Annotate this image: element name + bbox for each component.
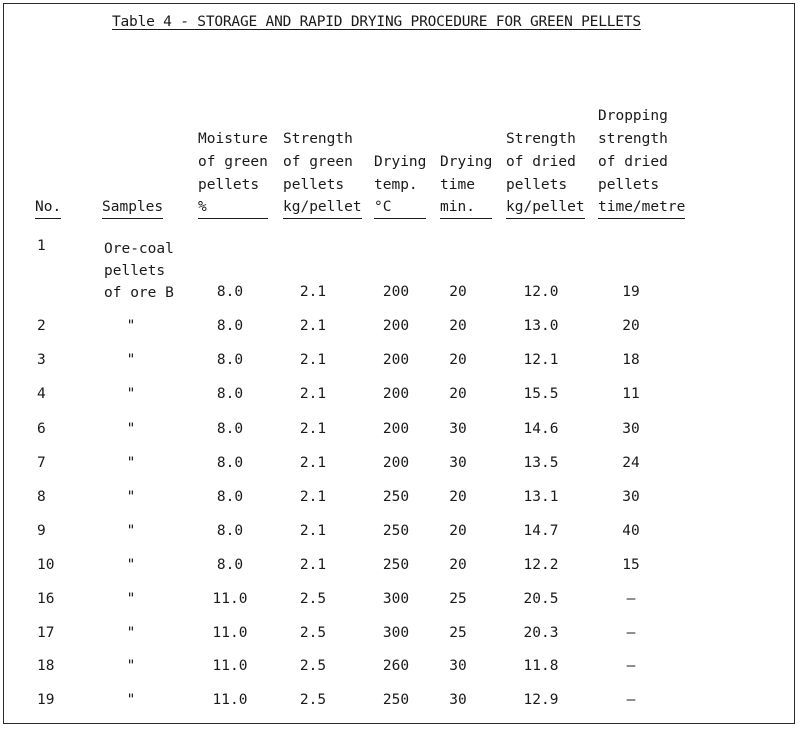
cell-sample: " [126,557,136,573]
cell-dropping: — [626,658,636,674]
cell-sample: " [126,591,136,607]
cell-strength-dried: 12.1 [523,352,559,368]
cell-no: 7 [37,455,46,471]
header-drying-temp [374,151,426,219]
header-samples [102,197,163,219]
cell-sample: " [126,455,136,471]
cell-drying-temp: 300 [382,625,410,641]
cell-strength-dried: 13.0 [523,318,559,334]
cell-dropping: 11 [622,386,640,402]
cell-drying-temp: 250 [382,557,410,573]
cell-moisture: 8.0 [216,421,244,437]
cell-sample: " [126,625,136,641]
cell-drying-time: 20 [449,318,467,334]
cell-dropping: 30 [622,421,640,437]
cell-moisture: 8.0 [216,352,244,368]
cell-no: 16 [37,591,55,607]
cell-no: 6 [37,421,46,437]
cell-no: 17 [37,625,55,641]
cell-drying-temp: 260 [382,658,410,674]
cell-moisture: 8.0 [216,386,244,402]
cell-sample: " [126,352,136,368]
header-line: % [198,197,268,219]
cell-strength-dried: 20.3 [523,625,559,641]
header-line: min. [440,197,492,219]
cell-drying-temp: 200 [382,284,410,300]
cell-strength-dried: 14.6 [523,421,559,437]
cell-sample: " [126,658,136,674]
cell-strength-dried: 13.5 [523,455,559,471]
header-line: of green [198,154,268,170]
first-sample-line: Ore-coal [104,241,174,257]
cell-strength-dried: 12.2 [523,557,559,573]
header-line: Drying [440,154,493,170]
header-line: pellets [283,177,345,193]
cell-drying-time: 25 [449,591,467,607]
cell-drying-temp: 200 [382,455,410,471]
cell-sample: " [126,523,136,539]
cell-moisture: 11.0 [212,658,248,674]
cell-strength-green: 2.1 [299,489,327,505]
cell-moisture: 11.0 [212,692,248,708]
header-no [35,197,61,219]
header-line: °C [374,197,426,219]
cell-strength-green: 2.5 [299,591,327,607]
header-line: kg/pellet [506,197,585,219]
header-line: pellets [198,177,260,193]
header-dropping [598,105,685,219]
cell-strength-green: 2.5 [299,625,327,641]
cell-no: 3 [37,352,46,368]
cell-moisture: 8.0 [216,455,244,471]
cell-drying-temp: 250 [382,523,410,539]
cell-no: 19 [37,692,55,708]
header-line: time/metre [598,197,685,219]
cell-dropping: — [626,591,636,607]
header-line: strength [598,131,668,147]
cell-sample: " [126,489,136,505]
header-line: kg/pellet [283,197,362,219]
cell-no: 10 [37,557,55,573]
cell-strength-green: 2.1 [299,318,327,334]
header-line: Strength [283,131,353,147]
header-line: Moisture [198,131,268,147]
header-moisture [198,128,268,219]
cell-strength-green: 2.1 [299,421,327,437]
cell-sample: " [126,421,136,437]
header-strength-green [283,128,362,219]
cell-drying-time: 30 [449,692,467,708]
cell-moisture: 11.0 [212,625,248,641]
cell-strength-dried: 13.1 [523,489,559,505]
cell-drying-temp: 250 [382,692,410,708]
header-line: No. [35,197,61,219]
cell-strength-green: 2.5 [299,658,327,674]
cell-drying-time: 30 [449,455,467,471]
cell-no: 9 [37,523,46,539]
cell-strength-green: 2.1 [299,455,327,471]
cell-moisture: 11.0 [212,591,248,607]
cell-dropping: 20 [622,318,640,334]
cell-strength-dried: 11.8 [523,658,559,674]
header-line: Drying [374,154,427,170]
header-line: pellets [598,177,660,193]
first-sample-line: of ore B [104,285,174,301]
header-strength-dried [506,128,585,219]
cell-drying-time: 25 [449,625,467,641]
cell-drying-temp: 200 [382,352,410,368]
table-title: Table 4 - STORAGE AND RAPID DRYING PROCEDURE FOR GREEN PELLETS [112,14,641,30]
first-sample-line: pellets [104,263,166,279]
cell-strength-dried: 12.9 [523,692,559,708]
cell-drying-time: 30 [449,658,467,674]
cell-dropping: 15 [622,557,640,573]
cell-no: 4 [37,386,46,402]
cell-strength-green: 2.1 [299,352,327,368]
cell-drying-temp: 200 [382,421,410,437]
cell-drying-temp: 200 [382,386,410,402]
cell-drying-time: 20 [449,352,467,368]
cell-strength-dried: 12.0 [523,284,559,300]
cell-no: 8 [37,489,46,505]
cell-dropping: 24 [622,455,640,471]
cell-strength-green: 2.1 [299,557,327,573]
cell-dropping: — [626,692,636,708]
cell-moisture: 8.0 [216,489,244,505]
cell-dropping: 18 [622,352,640,368]
cell-dropping: 30 [622,489,640,505]
cell-dropping: — [626,625,636,641]
header-line: of dried [598,154,668,170]
header-line: Dropping [598,108,668,124]
cell-moisture: 8.0 [216,557,244,573]
cell-sample: " [126,318,136,334]
cell-no: 1 [37,238,46,254]
header-line: Strength [506,131,576,147]
header-line: Samples [102,197,163,219]
cell-dropping: 19 [622,284,640,300]
cell-moisture: 8.0 [216,523,244,539]
header-line: time [440,177,475,193]
cell-sample: " [126,692,136,708]
header-line: of dried [506,154,576,170]
cell-drying-time: 20 [449,523,467,539]
cell-dropping: 40 [622,523,640,539]
cell-no: 18 [37,658,55,674]
cell-strength-dried: 20.5 [523,591,559,607]
cell-drying-time: 20 [449,557,467,573]
cell-strength-dried: 15.5 [523,386,559,402]
cell-drying-time: 20 [449,284,467,300]
first-sample-label [104,238,174,304]
cell-strength-green: 2.1 [299,284,327,300]
cell-drying-temp: 200 [382,318,410,334]
cell-strength-green: 2.1 [299,386,327,402]
header-drying-time [440,151,492,219]
cell-drying-time: 30 [449,421,467,437]
cell-sample: " [126,386,136,402]
header-line: of green [283,154,353,170]
cell-moisture: 8.0 [216,284,244,300]
cell-drying-time: 20 [449,386,467,402]
cell-moisture: 8.0 [216,318,244,334]
cell-strength-dried: 14.7 [523,523,559,539]
cell-drying-temp: 300 [382,591,410,607]
cell-no: 2 [37,318,46,334]
header-line: temp. [374,177,418,193]
cell-strength-green: 2.5 [299,692,327,708]
cell-drying-time: 20 [449,489,467,505]
cell-strength-green: 2.1 [299,523,327,539]
cell-drying-temp: 250 [382,489,410,505]
header-line: pellets [506,177,568,193]
